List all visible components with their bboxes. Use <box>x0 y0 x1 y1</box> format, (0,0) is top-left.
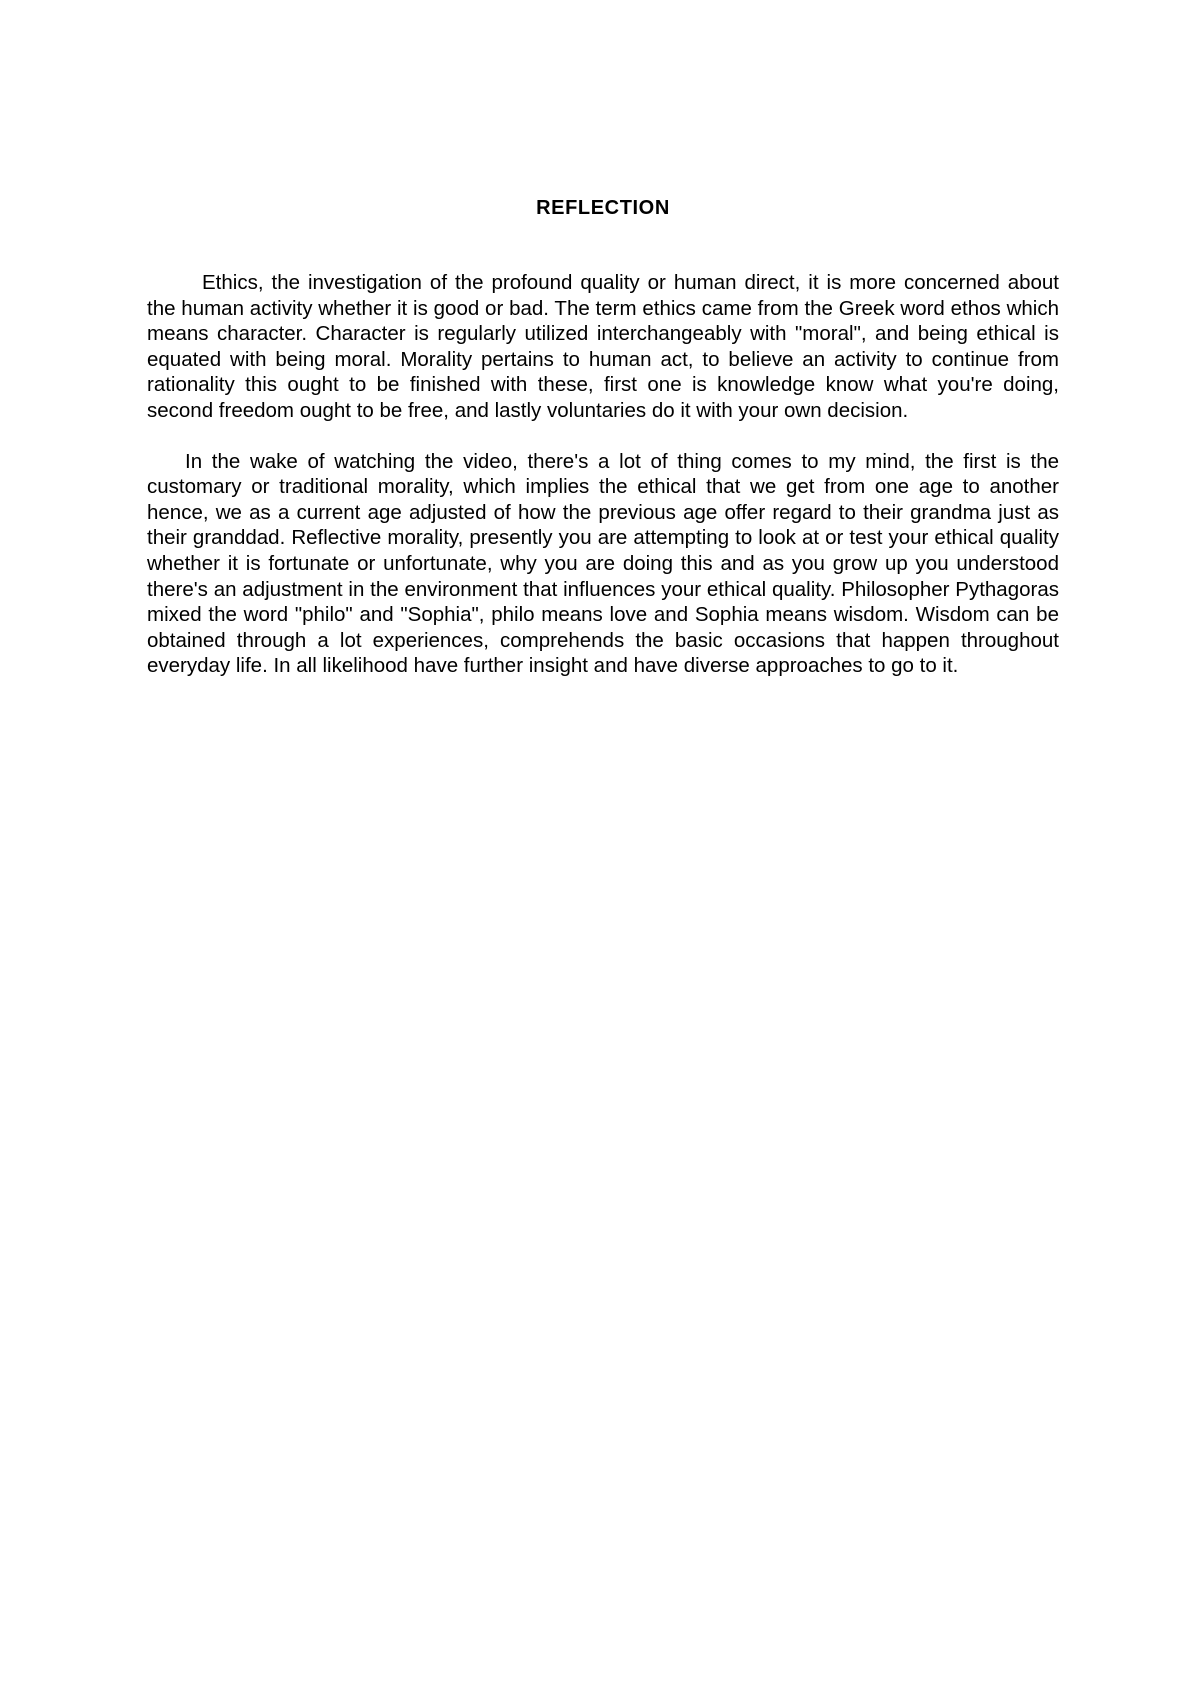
document-body <box>147 196 1059 679</box>
document-title: REFLECTION <box>536 197 670 219</box>
paragraph-ethics-definition: Ethics, the investigation of the profound quality or human direct, it is more concerned about the human activity whether it is good or bad. The term ethics came from the Greek word ethos which means character. Character is regularly utilized interchangeably with "moral", and being ethical is equated with being moral. Morality pertains to human act, to believe an activity to continue from rationality this ought to be finished with these, first one is knowledge know what you're doing, second freedom ought to be free, and lastly voluntaries do it with your own decision. <box>147 271 1059 422</box>
paragraph-video-reflection: In the wake of watching the video, there's a lot of thing comes to my mind, the first is the customary or traditional morality, which implies the ethical that we get from one age to another hence, we as a current age adjusted of how the previous age offer regard to their grandma just as their granddad. Reflective morality, presently you are attempting to look at or test your ethical quality whether it is fortunate or unfortunate, why you are doing this and as you grow up you understood there's an adjustment in the environment that influences your ethical quality. Philosopher Pythagoras mixed the word "philo" and "Sophia", philo means love and Sophia means wisdom. Wisdom can be obtained through a lot experiences, comprehends the basic occasions that happen throughout everyday life. In all likelihood have further insight and have diverse approaches to go to it. <box>147 449 1059 678</box>
